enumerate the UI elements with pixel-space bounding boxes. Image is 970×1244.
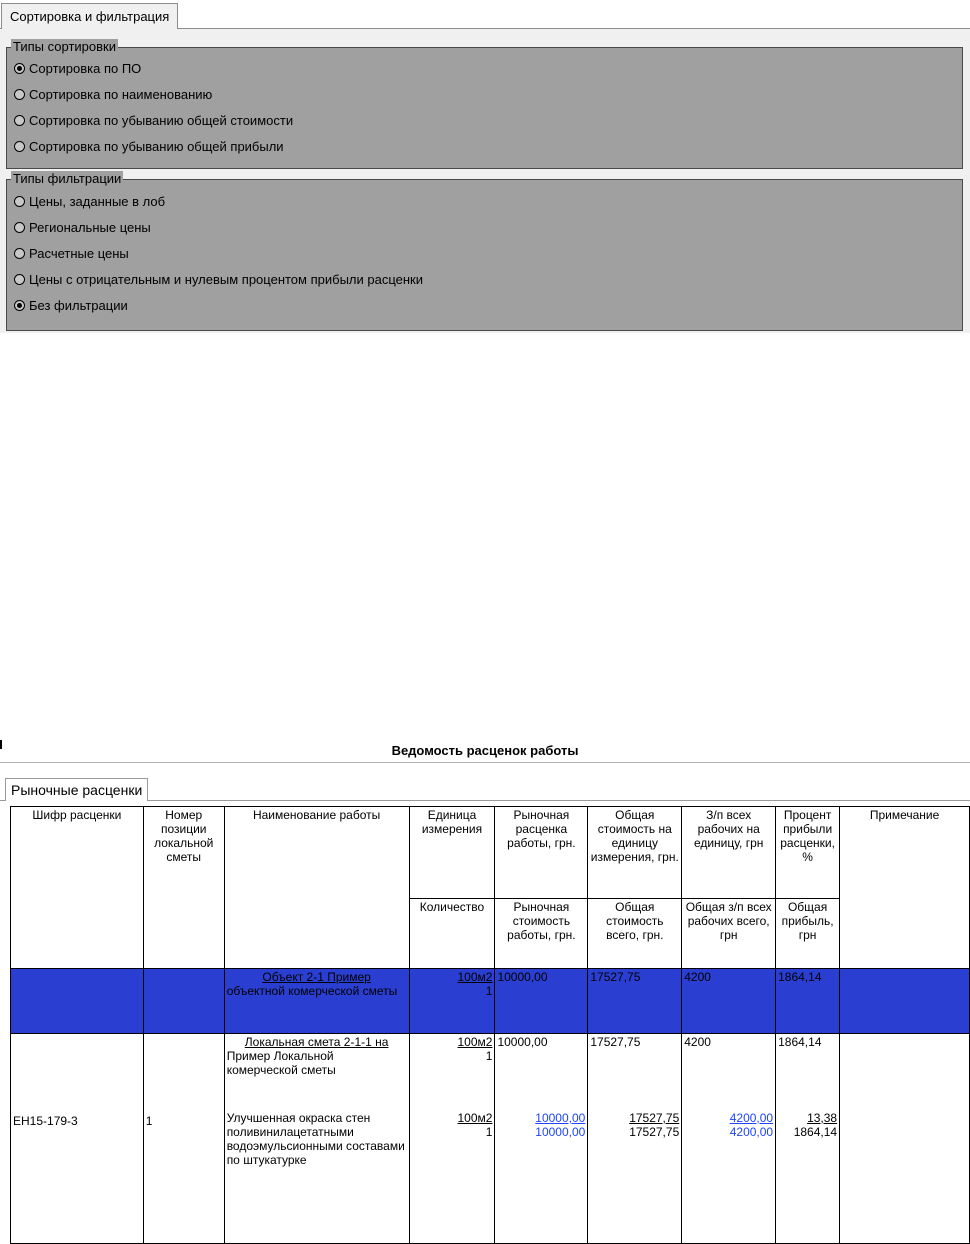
rate-link[interactable]: 10000,00 [535, 1111, 586, 1125]
header-unit-cost[interactable]: Общая стоимость на единицу измерения, грн. [588, 807, 682, 899]
cell-wage: 4200 [682, 969, 776, 1034]
qty-value: 1 [485, 1125, 493, 1139]
filter-types-title: Типы фильтрации [13, 171, 122, 186]
radio-unselected-icon [14, 196, 25, 207]
radio-label: Сортировка по убыванию общей прибыли [29, 138, 284, 154]
radio-label: Сортировка по ПО [29, 60, 142, 76]
radio-selected-icon [14, 300, 25, 311]
rates-report [0, 740, 970, 1171]
radio-unselected-icon [14, 222, 25, 233]
cell-unit-cost [588, 1034, 682, 1244]
table-row-object[interactable] [11, 969, 970, 1034]
radio-sort-by-total-profit[interactable] [14, 137, 284, 155]
cell-rate [495, 1034, 588, 1244]
cell-code [11, 1034, 144, 1244]
header-market-rate[interactable]: Рыночная расценка работы, грн. [495, 807, 588, 899]
cell-wage [682, 1034, 776, 1244]
radio-filter-calculated-prices[interactable] [14, 244, 129, 262]
wage-total-value: 4200,00 [729, 1125, 774, 1139]
cell-note [840, 1034, 970, 1244]
local-estimate-link[interactable]: Локальная смета 2-1-1 на [244, 1035, 389, 1049]
cell-position [143, 969, 224, 1034]
sort-types-title: Типы сортировки [13, 39, 116, 54]
cell-name [224, 1034, 409, 1244]
radio-label: Без фильтрации [29, 297, 128, 313]
header-code[interactable]: Шифр расценки [11, 807, 144, 969]
header-unit[interactable]: Единица измерения [409, 807, 495, 899]
radio-unselected-icon [14, 141, 25, 152]
header-total-cost[interactable]: Общая стоимость всего, грн. [588, 899, 682, 969]
radio-filter-direct-prices[interactable] [14, 192, 165, 210]
work-position: 1 [145, 1114, 153, 1128]
name-continuation: объектной комерческой сметы [226, 984, 398, 998]
work-code: ЕН15-179-3 [13, 1114, 78, 1128]
cell-unit-qty [409, 1034, 495, 1244]
radio-label: Сортировка по наименованию [29, 86, 213, 102]
table-row-local-estimate[interactable] [11, 1034, 970, 1244]
unit-value[interactable]: 100м2 [457, 1035, 493, 1049]
tab-market-rates[interactable]: Рыночные расценки [5, 778, 148, 801]
header-profit-total[interactable]: Общая прибыль, грн [776, 899, 840, 969]
radio-unselected-icon [14, 274, 25, 285]
name-continuation: Пример Локальной комерческой сметы [226, 1049, 336, 1077]
qty-value: 1 [485, 984, 493, 998]
sort-filter-panel [0, 0, 970, 333]
rates-table [10, 806, 970, 1244]
profit-total-value: 1864,14 [793, 1125, 838, 1139]
cell-rate: 10000,00 [495, 969, 588, 1034]
radio-label: Региональные цены [29, 219, 151, 235]
total-cost-value: 17527,75 [629, 1125, 680, 1139]
radio-sort-by-name[interactable] [14, 85, 212, 103]
radio-unselected-icon [14, 115, 25, 126]
cell-code [11, 969, 144, 1034]
unit-cost-value: 17527,75 [590, 1035, 641, 1049]
report-title-divider [0, 762, 970, 763]
radio-filter-negative-profit[interactable] [14, 270, 423, 288]
cell-note [840, 969, 970, 1034]
header-wage-total[interactable]: Общая з/п всех рабочих всего, грн [682, 899, 776, 969]
wage-value: 4200 [684, 1035, 711, 1049]
header-work-name[interactable]: Наименование работы [224, 807, 409, 969]
cell-unit-qty [409, 969, 495, 1034]
cell-profit: 1864,14 [776, 969, 840, 1034]
radio-label: Цены с отрицательным и нулевым процентом прибыли расценки [29, 271, 423, 287]
radio-sort-by-po[interactable] [14, 59, 141, 77]
sort-filter-body [0, 29, 970, 333]
cost-value: 10000,00 [535, 1125, 586, 1139]
report-title: Ведомость расценок работы [391, 743, 579, 758]
radio-unselected-icon [14, 248, 25, 259]
cell-position [143, 1034, 224, 1244]
radio-label: Расчетные цены [29, 245, 129, 261]
header-wage-unit[interactable]: З/п всех рабочих на единицу, грн [682, 807, 776, 899]
qty-value: 1 [485, 1049, 493, 1063]
radio-unselected-icon [14, 89, 25, 100]
header-market-cost[interactable]: Рыночная стоимость работы, грн. [495, 899, 588, 969]
radio-no-filter[interactable] [14, 296, 128, 314]
radio-sort-by-total-cost[interactable] [14, 111, 293, 129]
header-note[interactable]: Примечание [840, 807, 970, 969]
sort-types-group [6, 39, 963, 169]
work-name: Улучшенная окраска стен поливинилацетатными водоэмульсионными составами по штукатурке [226, 1111, 405, 1167]
cell-unit-cost: 17527,75 [588, 969, 682, 1034]
header-quantity[interactable]: Количество [409, 899, 495, 969]
object-link[interactable]: Объект 2-1 Пример [262, 970, 371, 984]
radio-label: Цены, заданные в лоб [29, 193, 166, 209]
filter-types-group [6, 171, 963, 331]
header-profit-pct[interactable]: Процент прибыли расценки, % [776, 807, 840, 899]
wage-unit-link[interactable]: 4200,00 [729, 1111, 774, 1125]
radio-filter-regional-prices[interactable] [14, 218, 151, 236]
radio-label: Сортировка по убыванию общей стоимости [29, 112, 294, 128]
header-local-position[interactable]: Номер позиции локальной сметы [143, 807, 224, 969]
cell-name [224, 969, 409, 1034]
unit-cost-link[interactable]: 17527,75 [629, 1111, 680, 1125]
rate-value: 10000,00 [497, 1035, 548, 1049]
profit-pct-link[interactable]: 13,38 [807, 1111, 838, 1125]
table-header-row [11, 807, 970, 899]
cell-profit [776, 1034, 840, 1244]
unit-value[interactable]: 100м2 [457, 1111, 493, 1125]
unit-value[interactable]: 100м2 [457, 970, 493, 984]
radio-selected-icon [14, 63, 25, 74]
tab-sort-filter[interactable]: Сортировка и фильтрация [1, 3, 178, 29]
profit-value: 1864,14 [778, 1035, 822, 1049]
